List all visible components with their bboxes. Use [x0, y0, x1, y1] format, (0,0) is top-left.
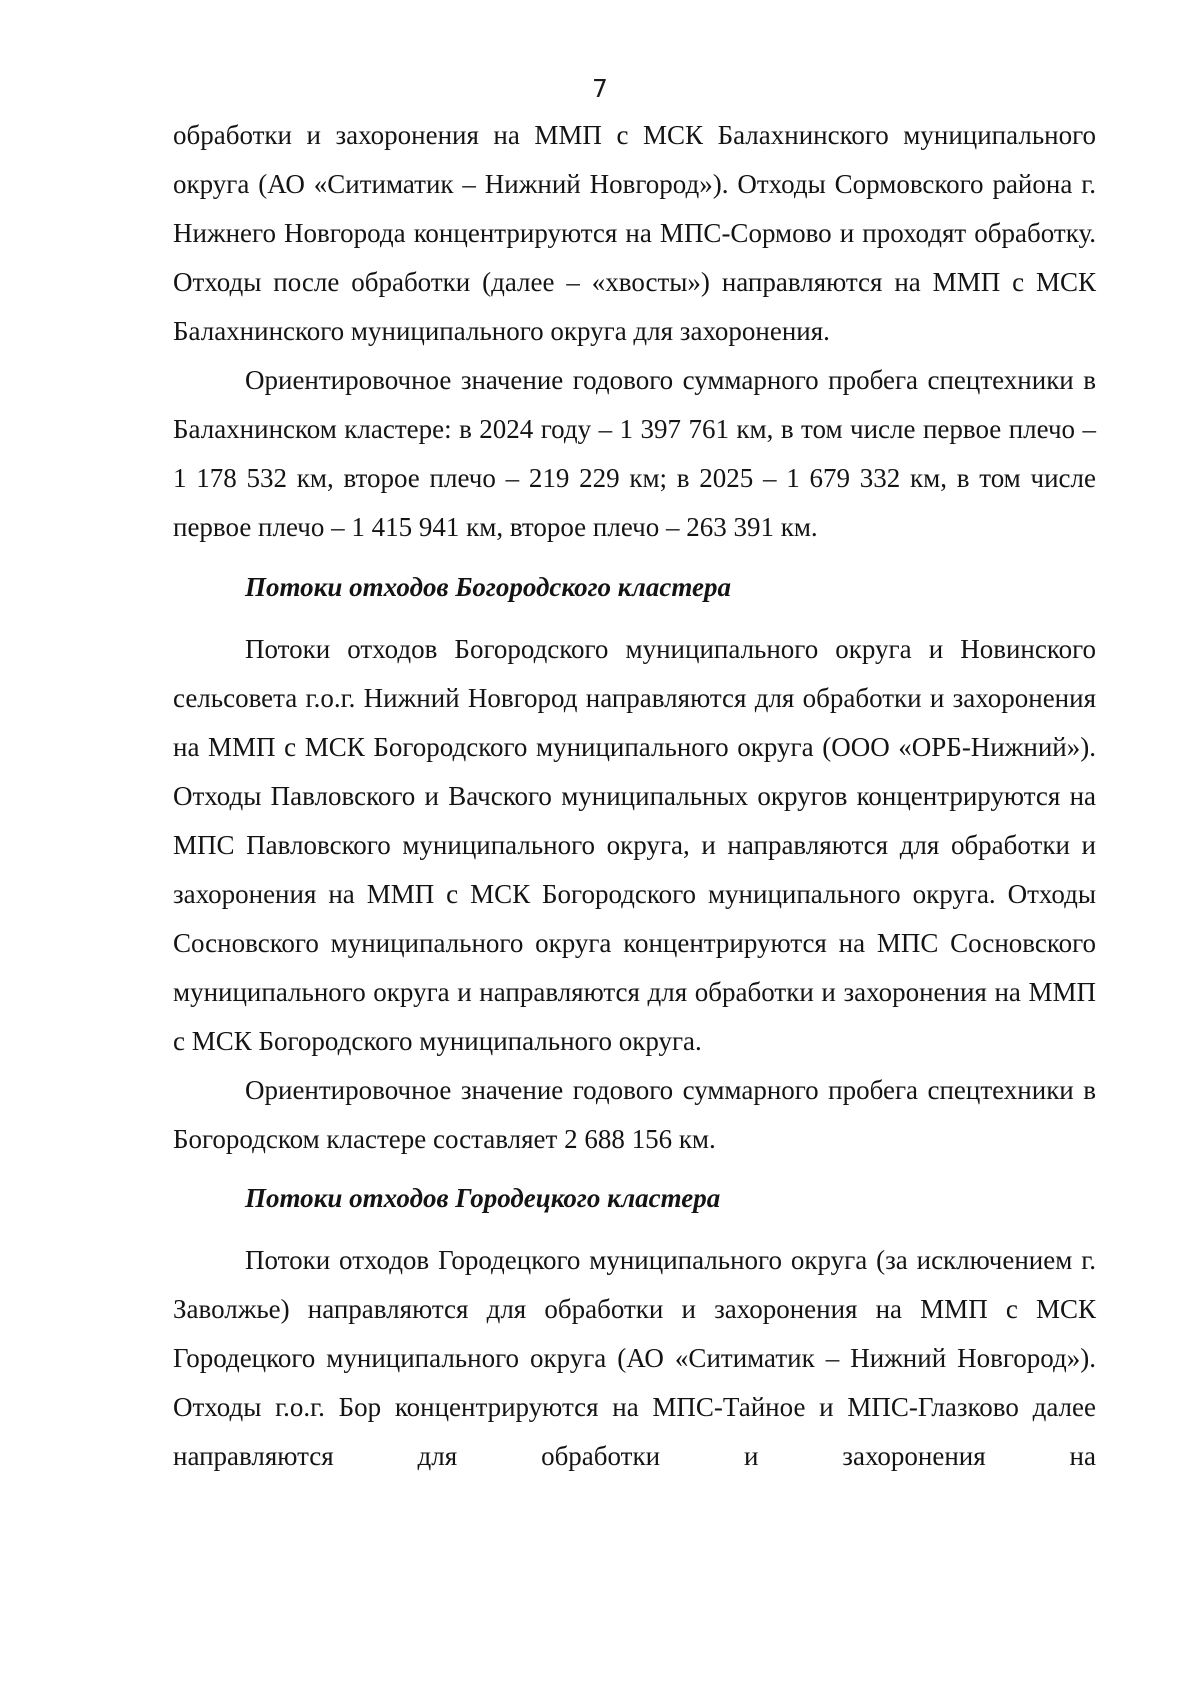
paragraph-gorodets-flows: Потоки отходов Городецкого муниципального округа (за исключением г. Заволжье) направляются для обработки и захоронения на ММП с МСК Городецкого муниципального округа (АО «Ситиматик – Нижний Новгород»). Отходы г.о.г. Бор концентрируются на МПС-Тайное и МПС-Глазково далее направляются для обработки и захоронения на: [173, 1245, 1096, 1471]
paragraph-balakhna-flows-continued: обработки и захоронения на ММП с МСК Балахнинского муниципального округа (АО «Ситиматик – Нижний Новгород»). Отходы Сормовского района г. Нижнего Новгорода концентрируются на МПС-Сормово и проходят обработку. Отходы после обработки (далее – «хвосты») направляются на ММП с МСК Балахнинского муниципального округа для захоронения.: [173, 120, 1096, 346]
spacer: [173, 1164, 1096, 1174]
paragraph-bogorodsk-flows: Потоки отходов Богородского муниципального округа и Новинского сельсовета г.о.г. Нижний Новгород направляются для обработки и захоронения на ММП с МСК Богородского муниципального округа (ООО «ОРБ-Нижний»). Отходы Павловского и Вачского муниципальных округов концентрируются на МПС Павловского муниципального округа, и направляются для обработки и захоронения на ММП с МСК Богородского муниципального округа. Отходы Сосновского муниципального округа концентрируются на МПС Сосновского муниципального округа и направляются для обработки и захоронения на ММП с МСК Богородского муниципального округа.: [173, 634, 1096, 1056]
heading-bogorodsk-cluster: Потоки отходов Богородского кластера: [245, 572, 731, 602]
spacer: [173, 612, 1096, 625]
paragraph-balakhna-mileage: Ориентировочное значение годового суммарного пробега спецтехники в Балахнинском кластере: в 2024 году – 1 397 761 км, в том числе первое плечо – 1 178 532 км, второе плечо – 219 229 км; в 2025 – 1 679 332 км, в том числе первое плечо – 1 415 941 км, второе плечо – 263 391 км.: [173, 365, 1096, 542]
spacer: [173, 1223, 1096, 1236]
paragraph-bogorodsk-mileage: Ориентировочное значение годового суммарного пробега спецтехники в Богородском кластере составляет 2 688 156 км.: [173, 1075, 1096, 1154]
heading-gorodets-cluster: Потоки отходов Городецкого кластера: [245, 1183, 721, 1213]
page-number: 7: [592, 74, 608, 103]
spacer: [173, 552, 1096, 563]
document-body: [173, 111, 1096, 1481]
